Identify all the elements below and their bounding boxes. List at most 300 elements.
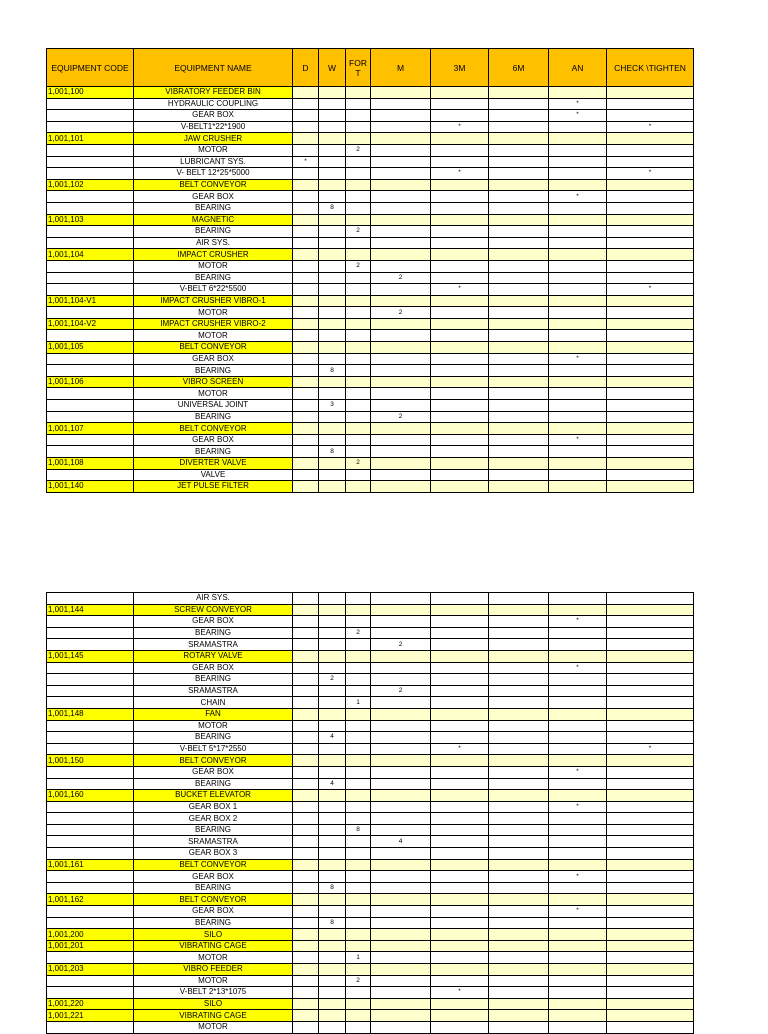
freq-cell-m xyxy=(371,330,431,342)
freq-cell-m xyxy=(371,801,431,813)
freq-cell-fort xyxy=(346,423,371,435)
freq-cell-w: 2 xyxy=(319,674,346,686)
freq-cell-6m xyxy=(489,87,549,99)
freq-cell-6m xyxy=(489,604,549,616)
freq-cell-d xyxy=(293,929,319,941)
equipment-name-cell: MOTOR xyxy=(134,307,293,319)
freq-cell-an xyxy=(549,226,607,238)
freq-cell-3m xyxy=(431,836,489,848)
freq-cell-d xyxy=(293,801,319,813)
equipment-name-cell: ROTARY VALVE xyxy=(134,650,293,662)
freq-cell-3m xyxy=(431,801,489,813)
freq-cell-fort xyxy=(346,929,371,941)
equipment-name-cell: BELT CONVEYOR xyxy=(134,342,293,354)
equipment-row xyxy=(47,755,694,767)
freq-cell-m xyxy=(371,674,431,686)
component-row xyxy=(47,720,694,732)
freq-cell-3m xyxy=(431,824,489,836)
freq-cell-3m: * xyxy=(431,743,489,755)
freq-cell-fort xyxy=(346,720,371,732)
freq-cell-an xyxy=(549,168,607,180)
freq-cell-check xyxy=(607,790,694,802)
equipment-code-cell xyxy=(47,469,134,481)
maintenance-table-top xyxy=(46,48,694,493)
freq-cell-w: 8 xyxy=(319,446,346,458)
freq-cell-w xyxy=(319,411,346,423)
freq-cell-fort xyxy=(346,813,371,825)
freq-cell-m xyxy=(371,859,431,871)
equipment-name-cell: MOTOR xyxy=(134,388,293,400)
freq-cell-6m xyxy=(489,766,549,778)
freq-cell-6m xyxy=(489,400,549,412)
freq-cell-6m xyxy=(489,639,549,651)
freq-cell-fort xyxy=(346,214,371,226)
freq-cell-an xyxy=(549,458,607,470)
equipment-code-cell xyxy=(47,627,134,639)
freq-cell-fort xyxy=(346,318,371,330)
freq-cell-w xyxy=(319,616,346,628)
freq-cell-check xyxy=(607,179,694,191)
equipment-code-cell xyxy=(47,824,134,836)
freq-cell-6m xyxy=(489,98,549,110)
equipment-code-cell xyxy=(47,766,134,778)
freq-cell-m xyxy=(371,87,431,99)
equipment-name-cell: JET PULSE FILTER xyxy=(134,481,293,493)
equipment-name-cell: GEAR BOX xyxy=(134,871,293,883)
freq-cell-6m xyxy=(489,318,549,330)
equipment-name-cell: VIBRO SCREEN xyxy=(134,376,293,388)
header-fortnightly: FOR T xyxy=(346,49,371,87)
freq-cell-check xyxy=(607,662,694,674)
freq-cell-w xyxy=(319,662,346,674)
equipment-code-cell: 1,001,104-V1 xyxy=(47,295,134,307)
equipment-row xyxy=(47,458,694,470)
freq-cell-3m xyxy=(431,318,489,330)
freq-cell-an xyxy=(549,894,607,906)
equipment-name-cell: GEAR BOX xyxy=(134,906,293,918)
freq-cell-fort xyxy=(346,790,371,802)
freq-cell-an xyxy=(549,824,607,836)
equipment-name-cell: MOTOR xyxy=(134,260,293,272)
freq-cell-d xyxy=(293,894,319,906)
equipment-name-cell: GEAR BOX xyxy=(134,766,293,778)
freq-cell-d xyxy=(293,400,319,412)
freq-cell-check xyxy=(607,400,694,412)
freq-cell-d xyxy=(293,133,319,145)
freq-cell-3m xyxy=(431,1021,489,1033)
freq-cell-check xyxy=(607,708,694,720)
freq-cell-w xyxy=(319,168,346,180)
freq-cell-w xyxy=(319,458,346,470)
freq-cell-m xyxy=(371,295,431,307)
freq-cell-6m xyxy=(489,342,549,354)
component-row xyxy=(47,917,694,929)
component-row xyxy=(47,237,694,249)
freq-cell-m xyxy=(371,964,431,976)
freq-cell-d xyxy=(293,144,319,156)
freq-cell-6m xyxy=(489,365,549,377)
freq-cell-m xyxy=(371,824,431,836)
freq-cell-6m xyxy=(489,110,549,122)
freq-cell-d xyxy=(293,295,319,307)
equipment-name-cell: BEARING xyxy=(134,411,293,423)
freq-cell-an xyxy=(549,423,607,435)
freq-cell-6m xyxy=(489,295,549,307)
equipment-name-cell: JAW CRUSHER xyxy=(134,133,293,145)
freq-cell-m xyxy=(371,1021,431,1033)
freq-cell-fort xyxy=(346,168,371,180)
equipment-code-cell xyxy=(47,778,134,790)
freq-cell-m xyxy=(371,848,431,860)
equipment-code-cell xyxy=(47,272,134,284)
freq-cell-m xyxy=(371,144,431,156)
freq-cell-check: * xyxy=(607,121,694,133)
freq-cell-fort xyxy=(346,179,371,191)
freq-cell-3m xyxy=(431,330,489,342)
equipment-row xyxy=(47,249,694,261)
freq-cell-3m xyxy=(431,481,489,493)
freq-cell-an xyxy=(549,295,607,307)
freq-cell-6m xyxy=(489,144,549,156)
freq-cell-m xyxy=(371,650,431,662)
freq-cell-an xyxy=(549,330,607,342)
freq-cell-check xyxy=(607,940,694,952)
equipment-name-cell: GEAR BOX 3 xyxy=(134,848,293,860)
freq-cell-check xyxy=(607,458,694,470)
freq-cell-3m xyxy=(431,133,489,145)
freq-cell-6m xyxy=(489,662,549,674)
freq-cell-3m xyxy=(431,894,489,906)
freq-cell-check xyxy=(607,237,694,249)
freq-cell-w xyxy=(319,318,346,330)
freq-cell-3m xyxy=(431,87,489,99)
freq-cell-an xyxy=(549,121,607,133)
header-check-tighten: CHECK \TIGHTEN xyxy=(607,49,694,87)
freq-cell-6m xyxy=(489,848,549,860)
freq-cell-fort xyxy=(346,650,371,662)
freq-cell-check xyxy=(607,871,694,883)
freq-cell-an xyxy=(549,133,607,145)
freq-cell-an: * xyxy=(549,110,607,122)
freq-cell-fort xyxy=(346,859,371,871)
component-row xyxy=(47,987,694,999)
freq-cell-m xyxy=(371,400,431,412)
component-row xyxy=(47,434,694,446)
equipment-code-cell xyxy=(47,917,134,929)
freq-cell-check xyxy=(607,755,694,767)
equipment-row xyxy=(47,604,694,616)
equipment-code-cell xyxy=(47,237,134,249)
freq-cell-d xyxy=(293,191,319,203)
freq-cell-an xyxy=(549,685,607,697)
component-row xyxy=(47,743,694,755)
freq-cell-fort xyxy=(346,434,371,446)
equipment-row xyxy=(47,423,694,435)
header-equipment-code: EQUIPMENT CODE xyxy=(47,49,134,87)
equipment-row xyxy=(47,481,694,493)
equipment-name-cell: BEARING xyxy=(134,272,293,284)
component-row xyxy=(47,272,694,284)
freq-cell-3m: * xyxy=(431,284,489,296)
freq-cell-check xyxy=(607,260,694,272)
freq-cell-an xyxy=(549,790,607,802)
freq-cell-w xyxy=(319,388,346,400)
equipment-code-cell xyxy=(47,593,134,605)
freq-cell-an xyxy=(549,365,607,377)
freq-cell-3m xyxy=(431,446,489,458)
component-row xyxy=(47,469,694,481)
freq-cell-m xyxy=(371,481,431,493)
freq-cell-w: 8 xyxy=(319,917,346,929)
freq-cell-an xyxy=(549,318,607,330)
freq-cell-d xyxy=(293,365,319,377)
freq-cell-m xyxy=(371,929,431,941)
freq-cell-6m xyxy=(489,593,549,605)
freq-cell-check xyxy=(607,434,694,446)
freq-cell-fort: 2 xyxy=(346,144,371,156)
header-3-months: 3M xyxy=(431,49,489,87)
component-row xyxy=(47,824,694,836)
freq-cell-6m xyxy=(489,940,549,952)
component-row xyxy=(47,1021,694,1033)
component-row xyxy=(47,906,694,918)
equipment-name-cell: V-BELT 2*13*1075 xyxy=(134,987,293,999)
freq-cell-d xyxy=(293,732,319,744)
freq-cell-an: * xyxy=(549,801,607,813)
equipment-code-cell xyxy=(47,987,134,999)
freq-cell-3m xyxy=(431,790,489,802)
freq-cell-6m xyxy=(489,446,549,458)
freq-cell-6m xyxy=(489,790,549,802)
freq-cell-6m xyxy=(489,952,549,964)
freq-cell-d xyxy=(293,87,319,99)
equipment-name-cell: MOTOR xyxy=(134,1021,293,1033)
equipment-name-cell: VALVE xyxy=(134,469,293,481)
freq-cell-w xyxy=(319,743,346,755)
component-row xyxy=(47,674,694,686)
freq-cell-fort xyxy=(346,121,371,133)
freq-cell-check xyxy=(607,1010,694,1022)
freq-cell-m xyxy=(371,168,431,180)
equipment-code-cell xyxy=(47,400,134,412)
equipment-name-cell: VIBRATORY FEEDER BIN xyxy=(134,87,293,99)
equipment-row xyxy=(47,179,694,191)
freq-cell-fort xyxy=(346,616,371,628)
freq-cell-w xyxy=(319,952,346,964)
freq-cell-m xyxy=(371,952,431,964)
freq-cell-m: 2 xyxy=(371,307,431,319)
freq-cell-3m xyxy=(431,295,489,307)
freq-cell-fort xyxy=(346,330,371,342)
freq-cell-6m xyxy=(489,458,549,470)
freq-cell-m xyxy=(371,156,431,168)
freq-cell-w xyxy=(319,975,346,987)
freq-cell-check xyxy=(607,616,694,628)
freq-cell-check xyxy=(607,272,694,284)
freq-cell-fort xyxy=(346,411,371,423)
freq-cell-6m xyxy=(489,330,549,342)
freq-cell-fort xyxy=(346,639,371,651)
freq-cell-fort xyxy=(346,469,371,481)
equipment-code-cell: 1,001,104-V2 xyxy=(47,318,134,330)
freq-cell-d xyxy=(293,755,319,767)
freq-cell-w: 8 xyxy=(319,365,346,377)
freq-cell-3m xyxy=(431,732,489,744)
component-row xyxy=(47,882,694,894)
freq-cell-6m xyxy=(489,801,549,813)
freq-cell-fort xyxy=(346,998,371,1010)
freq-cell-6m xyxy=(489,133,549,145)
component-row xyxy=(47,121,694,133)
equipment-code-cell: 1,001,106 xyxy=(47,376,134,388)
freq-cell-6m xyxy=(489,917,549,929)
freq-cell-w: 8 xyxy=(319,202,346,214)
freq-cell-3m xyxy=(431,353,489,365)
freq-cell-d xyxy=(293,766,319,778)
freq-cell-d xyxy=(293,1021,319,1033)
freq-cell-m xyxy=(371,743,431,755)
freq-cell-3m xyxy=(431,214,489,226)
equipment-row xyxy=(47,295,694,307)
freq-cell-6m xyxy=(489,929,549,941)
freq-cell-check: * xyxy=(607,743,694,755)
freq-cell-w xyxy=(319,871,346,883)
freq-cell-6m xyxy=(489,226,549,238)
equipment-name-cell: BEARING xyxy=(134,674,293,686)
freq-cell-check xyxy=(607,732,694,744)
freq-cell-6m xyxy=(489,813,549,825)
freq-cell-m xyxy=(371,732,431,744)
freq-cell-fort xyxy=(346,662,371,674)
freq-cell-an xyxy=(549,237,607,249)
freq-cell-w xyxy=(319,87,346,99)
freq-cell-w xyxy=(319,133,346,145)
freq-cell-check xyxy=(607,929,694,941)
equipment-code-cell xyxy=(47,388,134,400)
freq-cell-fort xyxy=(346,848,371,860)
equipment-name-cell: GEAR BOX xyxy=(134,434,293,446)
component-row xyxy=(47,813,694,825)
freq-cell-3m xyxy=(431,1010,489,1022)
freq-cell-an xyxy=(549,848,607,860)
equipment-name-cell: MOTOR xyxy=(134,975,293,987)
freq-cell-m xyxy=(371,662,431,674)
equipment-name-cell: BELT CONVEYOR xyxy=(134,423,293,435)
equipment-name-cell: BEARING xyxy=(134,778,293,790)
freq-cell-w xyxy=(319,353,346,365)
freq-cell-d xyxy=(293,411,319,423)
freq-cell-d xyxy=(293,214,319,226)
freq-cell-6m xyxy=(489,260,549,272)
component-row xyxy=(47,202,694,214)
freq-cell-check xyxy=(607,411,694,423)
freq-cell-m xyxy=(371,627,431,639)
freq-cell-d xyxy=(293,882,319,894)
freq-cell-6m xyxy=(489,272,549,284)
equipment-row xyxy=(47,998,694,1010)
equipment-name-cell: BEARING xyxy=(134,824,293,836)
freq-cell-d xyxy=(293,121,319,133)
freq-cell-an xyxy=(549,882,607,894)
freq-cell-check xyxy=(607,353,694,365)
freq-cell-fort xyxy=(346,836,371,848)
header-6-months: 6M xyxy=(489,49,549,87)
freq-cell-d xyxy=(293,593,319,605)
freq-cell-an xyxy=(549,964,607,976)
freq-cell-3m xyxy=(431,593,489,605)
freq-cell-w xyxy=(319,593,346,605)
freq-cell-fort xyxy=(346,272,371,284)
freq-cell-m xyxy=(371,917,431,929)
freq-cell-w xyxy=(319,940,346,952)
freq-cell-6m xyxy=(489,964,549,976)
equipment-code-cell xyxy=(47,743,134,755)
freq-cell-d xyxy=(293,434,319,446)
equipment-row xyxy=(47,894,694,906)
freq-cell-d xyxy=(293,284,319,296)
equipment-code-cell xyxy=(47,697,134,709)
equipment-row xyxy=(47,214,694,226)
component-row xyxy=(47,330,694,342)
header-monthly: M xyxy=(371,49,431,87)
equipment-name-cell: UNIVERSAL JOINT xyxy=(134,400,293,412)
freq-cell-check xyxy=(607,1021,694,1033)
component-row xyxy=(47,98,694,110)
freq-cell-an: * xyxy=(549,871,607,883)
equipment-name-cell: MOTOR xyxy=(134,144,293,156)
freq-cell-check xyxy=(607,604,694,616)
freq-cell-check xyxy=(607,87,694,99)
freq-cell-d xyxy=(293,998,319,1010)
header-row xyxy=(47,49,694,87)
freq-cell-m xyxy=(371,790,431,802)
freq-cell-d xyxy=(293,650,319,662)
freq-cell-m: 2 xyxy=(371,272,431,284)
freq-cell-6m xyxy=(489,743,549,755)
freq-cell-w xyxy=(319,755,346,767)
freq-cell-check xyxy=(607,836,694,848)
freq-cell-an xyxy=(549,202,607,214)
equipment-code-cell xyxy=(47,260,134,272)
freq-cell-w xyxy=(319,801,346,813)
freq-cell-check xyxy=(607,191,694,203)
equipment-name-cell: BELT CONVEYOR xyxy=(134,755,293,767)
equipment-name-cell: BEARING xyxy=(134,202,293,214)
freq-cell-w xyxy=(319,848,346,860)
freq-cell-an xyxy=(549,411,607,423)
freq-cell-6m xyxy=(489,627,549,639)
component-row xyxy=(47,871,694,883)
freq-cell-6m xyxy=(489,674,549,686)
freq-cell-d xyxy=(293,790,319,802)
freq-cell-d xyxy=(293,778,319,790)
freq-cell-check xyxy=(607,214,694,226)
freq-cell-w xyxy=(319,604,346,616)
component-row xyxy=(47,801,694,813)
freq-cell-check xyxy=(607,894,694,906)
freq-cell-m xyxy=(371,110,431,122)
freq-cell-d xyxy=(293,481,319,493)
freq-cell-3m xyxy=(431,848,489,860)
equipment-name-cell: SCREW CONVEYOR xyxy=(134,604,293,616)
equipment-code-cell: 1,001,144 xyxy=(47,604,134,616)
freq-cell-3m xyxy=(431,260,489,272)
freq-cell-an xyxy=(549,376,607,388)
equipment-name-cell: V-BELT 5*17*2550 xyxy=(134,743,293,755)
header-weekly: W xyxy=(319,49,346,87)
header-equipment-name: EQUIPMENT NAME xyxy=(134,49,293,87)
freq-cell-fort: 2 xyxy=(346,458,371,470)
